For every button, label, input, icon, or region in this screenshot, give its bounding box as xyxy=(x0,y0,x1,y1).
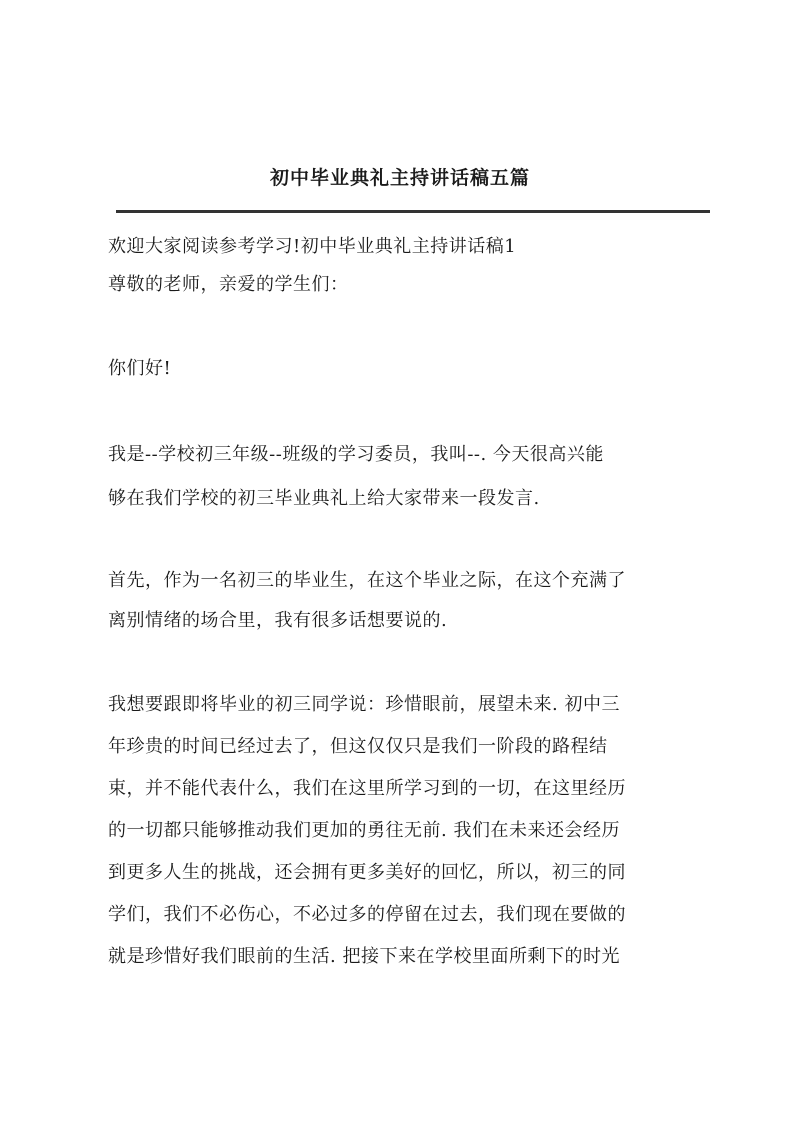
paragraph-line: 到更多人生的挑战，还会拥有更多美好的回忆，所以，初三的同 xyxy=(108,862,626,883)
paragraph-line: 首先，作为一名初三的毕业生，在这个毕业之际，在这个充满了 xyxy=(108,570,626,591)
document-title: 初中毕业典礼主持讲话稿五篇 xyxy=(269,167,530,189)
paragraph-line: 学们，我们不必伤心，不必过多的停留在过去，我们现在要做的 xyxy=(108,904,626,925)
title-divider xyxy=(116,210,710,213)
paragraph-line: 的一切都只能够推动我们更加的勇往无前. 我们在未来还会经历 xyxy=(108,820,620,841)
greeting-line: 你们好! xyxy=(108,358,172,379)
intro-line: 欢迎大家阅读参考学习!初中毕业典礼主持讲话稿1 xyxy=(108,236,517,257)
paragraph-line: 就是珍惜好我们眼前的生活. 把接下来在学校里面所剩下的时光 xyxy=(108,946,620,967)
paragraph-line: 束，并不能代表什么，我们在这里所学习到的一切，在这里经历 xyxy=(108,778,626,799)
paragraph-line: 年珍贵的时间已经过去了，但这仅仅只是我们一阶段的路程结 xyxy=(108,736,608,757)
paragraph-line: 离别情绪的场合里，我有很多话想要说的. xyxy=(108,610,448,631)
paragraph-line: 我是--学校初三年级--班级的学习委员，我叫--. 今天很高兴能 xyxy=(108,444,604,465)
paragraph-line: 我想要跟即将毕业的初三同学说：珍惜眼前，展望未来. 初中三 xyxy=(108,694,620,715)
paragraph-line: 够在我们学校的初三毕业典礼上给大家带来一段发言. xyxy=(108,488,540,509)
salutation-line: 尊敬的老师，亲爱的学生们： xyxy=(108,274,349,295)
